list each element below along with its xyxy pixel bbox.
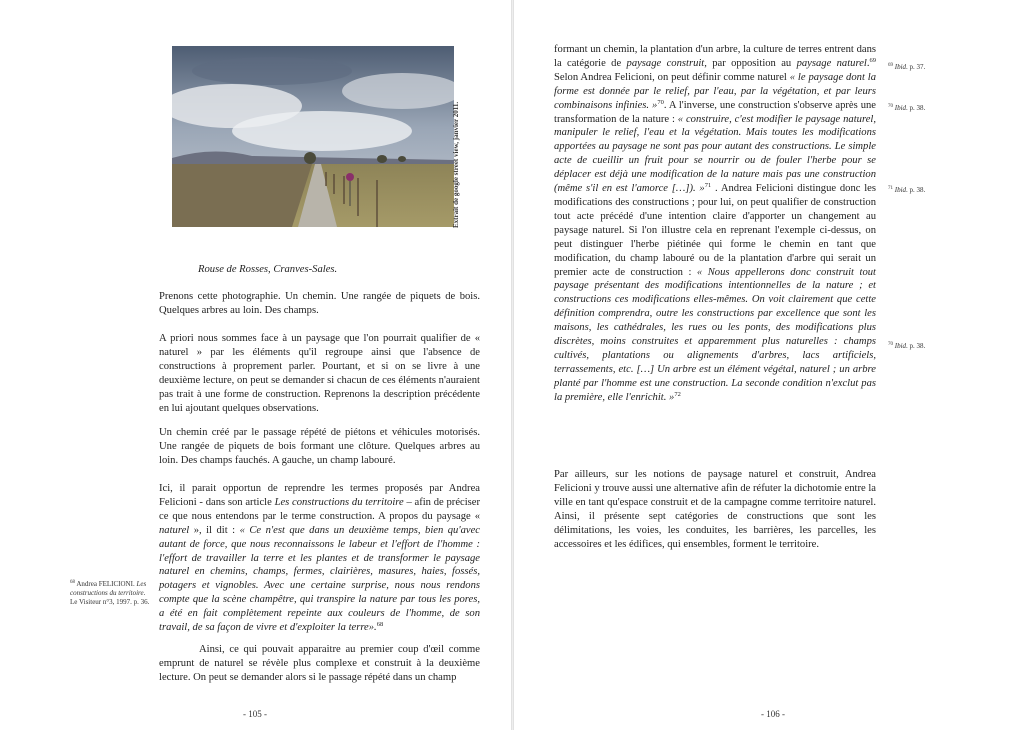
footnote-page: . p. 37.: [906, 63, 926, 71]
footnote-number: 70: [888, 104, 893, 109]
footnote-ibid: Ibid: [894, 63, 907, 71]
page-number-right: - 106 -: [761, 709, 785, 719]
right-block-2: Par ailleurs, sur les notions de paysage naturel et construit, Andrea Felicioni y trouve aussi une alternative afin de réfuter la dichotomie entre la ville en tant qu'espace construit et de la campagne comme territoire naturel. Ainsi, il présente sept catégories de constructions que sont les délimitations, les voies, les conduites, les barrières, les parcelles, les accessoires et les édifices, qui ensembles, forment le territoire.: [554, 469, 876, 550]
paragraph-4-text-c: », il dit :: [189, 524, 240, 536]
block-1-text-c: Selon Andrea Felicioni, on peut définir comme naturel: [554, 71, 790, 83]
footnote-72: [888, 340, 978, 351]
footnote-ref-71[interactable]: 71: [704, 182, 712, 190]
quote-construire: « construire, c'est modifier le paysage naturel, manipuler le relief, l'eau et la végétation. Mais toutes les modifications apportées au paysage ne sont pas pour autant des constructions. Le simple acte de cueillir un fruit pour se nourrir ou de fouler l'herbe pour se déplacer est déjà une modification de la nature mais pas une construction (même s'il en est l'amorce […]). »: [554, 113, 876, 195]
right-page: [514, 0, 1024, 730]
footnote-page: . p. 38.: [906, 104, 926, 112]
footnote-ref-70[interactable]: 70: [657, 98, 664, 106]
footnote-70: [888, 102, 978, 113]
footnote-ref-72[interactable]: 72: [674, 390, 681, 398]
footnote-number: 69: [888, 63, 893, 68]
block-1-text-a: formant un chemin, la plantation d'un arbre, la culture de terres entrent dans la catégorie de: [554, 44, 876, 69]
page-number-left: - 105 -: [243, 709, 267, 719]
footnote-author: Andrea FELICIONI.: [76, 580, 137, 588]
paragraph-1: Prenons cette photographie. Un chemin. Une rangée de piquets de bois. Quelques arbres au loin. Des champs.: [159, 291, 480, 316]
block-1-text-d: . A l'inverse, une construction s'observe après une transformation de la nature :: [554, 99, 876, 125]
photo-credit: Extrait de google street view, janvier 2011.: [452, 101, 460, 228]
footnote-ibid: Ibid: [894, 104, 907, 112]
paragraph-3: Un chemin créé par le passage répété de piétons et véhicules motorisés. Une rangée de piquets de bois formant une clôture. Quelques arbres au loin. Des champs fauchés. A gauche, un champ labouré.: [159, 427, 480, 466]
naturel-word: naturel: [159, 524, 190, 536]
paysage-naturel: paysage naturel: [796, 57, 867, 69]
paragraph-5: Ainsi, ce qui pouvait apparaitre au premier coup d'œil comme emprunt de naturel se révèle plus complexe et construit à la deuxième lecture. On peut se demander alors si le passage répété dans un champ: [159, 644, 480, 683]
footnote-rest: . Le Visiteur n°3, 1997. p. 36.: [70, 589, 150, 606]
footnote-number: 71: [888, 186, 893, 191]
quote-construit: « Nous appellerons donc construit tout paysage présentant des modifications intentionnelles de la nature ; et constructions ces modifications elles-mêmes. On voit clairement que cette définition comprendra, outre les constructions par excellence que sont les maisons, les cathédrales, les rues ou les ponts, des modifications plus discrètes, moins construites et apparemment plus naturelles : champs cultivés, plantations ou alignements d'arbres, lacs artificiels, terrassements, etc. […] Un arbre est un élément végétal, naturel ; un arbre planté par l'homme est une construction. La seconde condition n'exclut pas la première, elle l'enrichit. »: [554, 266, 876, 403]
footnote-68: [70, 578, 150, 607]
paragraph-4-text-a: Ici, il parait opportun de reprendre les termes proposés par Andrea Felicioni - dans son article: [159, 483, 480, 508]
right-block-1: formant un chemin, la plantation d'un arbre, la culture de terres entrent dans la catégorie de paysage construit, par opposition au paysage naturel.$^{69}$ Selon Andrea Felicioni, on peut définir comme naturel « le paysage dont la forme est donnée par le relief, par l'eau, par la végétation, et par leurs combinaisons infinies. »$^{70}$. A l'inverse, une construction s'observe après une transformation de la nature : « construire, c'est modifier le paysage naturel, manipuler le relief, l'eau et la végétation. Mais toutes les modifications apportées au paysage ne sont pas pour autant des constructions. Le simple acte de cueillir un fruit pour se nourrir ou de fouler l'herbe pour se déplacer est déjà une modification de la nature mais pas une construction (même s'il en est l'amorce […]). »$^{71}$ . Andrea Felicioni distingue donc les modifications des constructions ; pour lui, on peut qualifier de construction tout acte précédé d'une intention claire d'apporter un changement au paysage naturel. Si l'on illustre cela en reprenant l'exemple ci-dessus, on peut distinguer l'herbe piétinée qui forme le chemin en tant que modification, du champ labouré ou de la plantation d'arbre qui serait un premier acte de construction : « Nous appellerons donc construit tout paysage présentant des modifications intentionnelles de la nature ; et constructions ces modifications elles-mêmes. On voit clairement que cette définition comprendra, outre les constructions par excellence que sont les maisons, les cathédrales, les rues ou les ponts, des modifications plus discrètes, moins construites et apparemment plus naturelles : champs cultivés, plantations ou alignements d'arbres, lacs artificiels, terrassements, etc. […] Un arbre est un élément végétal, naturel ; un arbre planté par l'homme est une construction. La seconde condition n'exclut pas la première, elle l'enrichit. »$^{72}$: [554, 44, 877, 403]
paragraph-4: [159, 482, 480, 635]
footnote-ibid: Ibid: [894, 186, 907, 194]
footnote-page: . p. 38.: [906, 186, 926, 194]
footnote-number: 70: [888, 342, 893, 347]
felicioni-quote: « Ce n'est que dans un deuxième temps, bien qu'avec autant de force, que nous reconnaissons le labeur et l'effort de l'homme : l'effort de travailler la terre et les plantes et de transformer le paysage naturel en chemins, champs, fermes, clairières, masures, haies, fossés, potagers et vignobles. Avec une certaine surprise, nous nous rendons compte que la scène champêtre, qui transpire la nature par tous les pores, a été en fait complètement repeinte aux couleurs de l'homme, de son travail, de sa façon de vivre et d'exploiter la terre».: [159, 524, 481, 634]
landscape-photo-image: [172, 46, 454, 227]
footnote-71: [888, 184, 978, 195]
quote-naturel: « le paysage dont la forme est donnée par le relief, par l'eau, par la végétation, et par leurs combinaisons infinies. »: [554, 71, 877, 111]
article-title: Les constructions du territoire: [274, 496, 404, 508]
paysage-construit: paysage construit: [626, 57, 705, 69]
paragraph-2: A priori nous sommes face à un paysage que l'on pourrait qualifier de « naturel » par les éléments qu'il regroupe ainsi que l'absence de constructions à proprement parler. Pourtant, et si on se livre à une deuxième lecture, on peut se demander si chacun de ces éléments n'auraient pas trait à une forme de construction. Reprenons la description précédente en lui ajoutant quelques observations.: [159, 333, 480, 414]
footnote-number: 68: [70, 580, 75, 585]
footnote-ibid: Ibid: [894, 342, 907, 350]
footnote-page: . p. 38.: [906, 342, 926, 350]
block-1-text-b: , par opposition au: [704, 57, 797, 69]
footnote-title: Les constructions du territoire: [70, 580, 147, 597]
footnote-69: [888, 61, 978, 72]
landscape-photo: [172, 46, 454, 227]
footnote-ref-68[interactable]: 68: [376, 621, 384, 629]
footnote-ref-69[interactable]: 69: [869, 56, 876, 64]
paragraph-4-text-b: – afin de préciser ce que nous entendons par le terme construction. A propos du paysage «: [159, 496, 481, 522]
block-1-text-e: . Andrea Felicioni distingue donc les modifications des constructions ; pour lui, on peut qualifier de construction tout acte précédé d'une intention claire d'apporter un changement au paysage naturel. Si l'on illustre cela en reprenant l'exemple ci-dessus, on peut distinguer l'herbe piétinée qui forme le chemin en tant que modification, du champ labouré ou de la plantation d'arbre qui serait un premier acte de construction :: [554, 183, 877, 278]
photo-caption: Rouse de Rosses, Cranves-Sales.: [198, 264, 338, 275]
